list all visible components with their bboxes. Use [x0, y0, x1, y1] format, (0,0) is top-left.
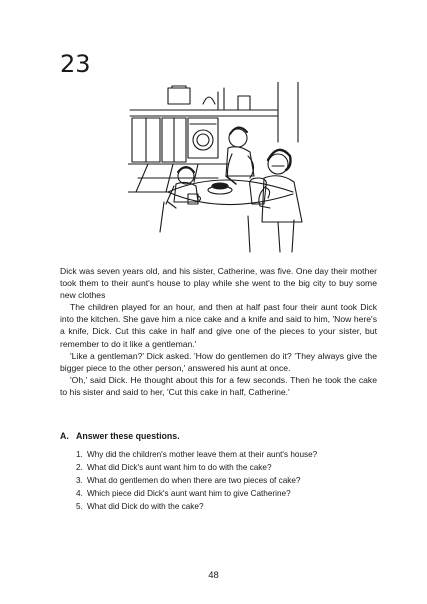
question-text: What do gentlemen do when there are two pieces of cake? — [87, 476, 301, 486]
kitchen-scene-illustration — [128, 82, 310, 256]
story-paragraph: 'Oh,' said Dick. He thought about this for a few seconds. Then he took the cake to his sister and said to her, 'Cut this cake in half, Catherine.' — [60, 374, 377, 397]
question-item — [76, 500, 317, 513]
question-text: What did Dick's aunt want him to do with the cake? — [87, 463, 272, 473]
question-number: 5. — [76, 502, 83, 512]
question-list — [76, 448, 317, 513]
question-item — [76, 474, 317, 487]
question-number: 4. — [76, 489, 83, 499]
section-a-title: Answer these questions. — [76, 431, 180, 441]
question-item — [76, 487, 317, 500]
question-number: 2. — [76, 463, 83, 473]
story-paragraph: Dick was seven years old, and his sister, Catherine, was five. One day their mother took them to their aunt's house to play while she went to the big city to buy some new clothes — [60, 266, 377, 301]
question-number: 1. — [76, 450, 83, 459]
page-number: 48 — [208, 570, 219, 581]
question-text: Which piece did Dick's aunt want him to give Catherine? — [87, 489, 291, 499]
story-paragraph: 'Like a gentleman?' Dick asked. 'How do gentlemen do it? 'They always give the bigger piece to the other person,' answered his aunt at once. — [60, 350, 377, 373]
section-a-letter: A. — [60, 431, 69, 441]
story-paragraph: The children played for an hour, and then at half past four their aunt took Dick into the kitchen. She gave him a nice cake and a knife and said to him, 'Now here's a knife, Dick. Cut this cake in half and give one of the pieces to your sister, but remember to do it like a gentleman.' — [60, 302, 377, 349]
section-a-heading — [60, 431, 180, 441]
story-text — [60, 265, 377, 398]
question-item — [76, 448, 317, 461]
question-number: 3. — [76, 476, 83, 486]
question-text: Why did the children's mother leave them at their aunt's house? — [87, 450, 318, 459]
unit-number: 23 — [60, 50, 91, 78]
question-text: What did Dick do with the cake? — [87, 502, 204, 512]
question-item — [76, 461, 317, 474]
